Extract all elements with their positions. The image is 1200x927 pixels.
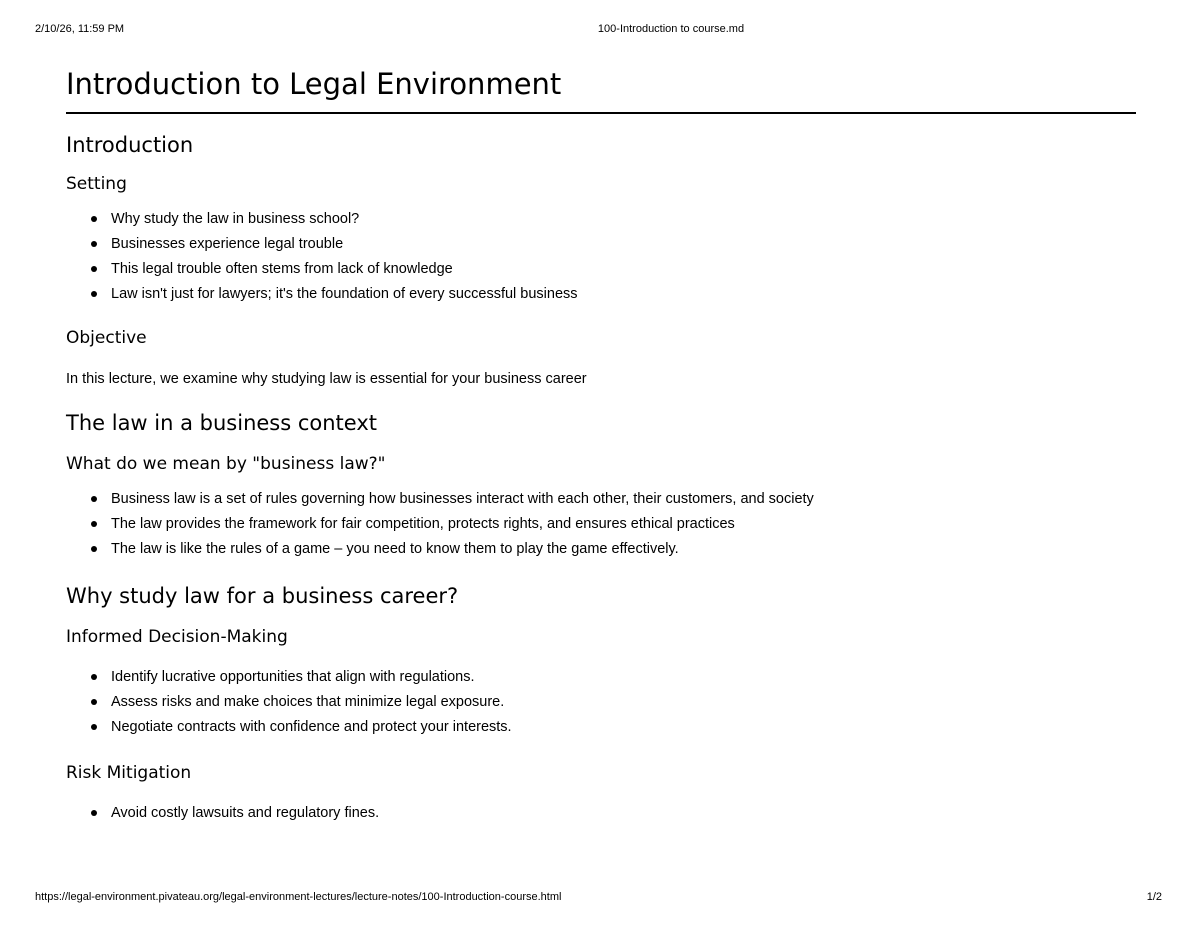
subheading-objective: Objective	[66, 328, 147, 348]
page-title: Introduction to Legal Environment	[66, 64, 1136, 114]
subheading-setting: Setting	[66, 174, 127, 194]
subheading-business-law-meaning: What do we mean by "business law?"	[66, 454, 386, 474]
print-url: https://legal-environment.pivateau.org/legal-environment-lectures/lecture-notes/100-Introduction-course.html	[35, 891, 562, 903]
subheading-informed-decision: Informed Decision-Making	[66, 627, 288, 647]
list-item: Avoid costly lawsuits and regulatory fines.	[111, 801, 1136, 826]
objective-text: In this lecture, we examine why studying law is essential for your business career	[66, 371, 587, 387]
list-item: Negotiate contracts with confidence and protect your interests.	[111, 715, 1136, 740]
section-heading-business-context: The law in a business context	[66, 411, 378, 435]
page-number: 1/2	[1146, 891, 1162, 903]
print-doc-title: 100-Introduction to course.md	[597, 23, 745, 35]
list-item: The law is like the rules of a game – you need to know them to play the game effectively.	[111, 537, 1136, 562]
list-item: Why study the law in business school?	[111, 207, 1136, 232]
document-content	[66, 64, 1136, 826]
section-heading-introduction: Introduction	[66, 133, 194, 157]
list-item: Businesses experience legal trouble	[111, 232, 1136, 257]
print-header	[0, 23, 1200, 37]
setting-list	[66, 207, 1136, 307]
list-item: The law provides the framework for fair competition, protects rights, and ensures ethical practices	[111, 512, 1136, 537]
list-item: This legal trouble often stems from lack of knowledge	[111, 257, 1136, 282]
risk-list	[66, 801, 1136, 826]
list-item: Identify lucrative opportunities that align with regulations.	[111, 665, 1136, 690]
subheading-risk-mitigation: Risk Mitigation	[66, 763, 192, 783]
print-footer	[0, 891, 1200, 905]
print-datetime: 2/10/26, 11:59 PM	[35, 23, 125, 35]
business-law-list	[66, 487, 1136, 562]
section-heading-why-study: Why study law for a business career?	[66, 584, 459, 608]
list-item: Business law is a set of rules governing how businesses interact with each other, their customers, and society	[111, 487, 1136, 512]
decision-list	[66, 665, 1136, 740]
list-item: Assess risks and make choices that minimize legal exposure.	[111, 690, 1136, 715]
list-item: Law isn't just for lawyers; it's the foundation of every successful business	[111, 282, 1136, 307]
